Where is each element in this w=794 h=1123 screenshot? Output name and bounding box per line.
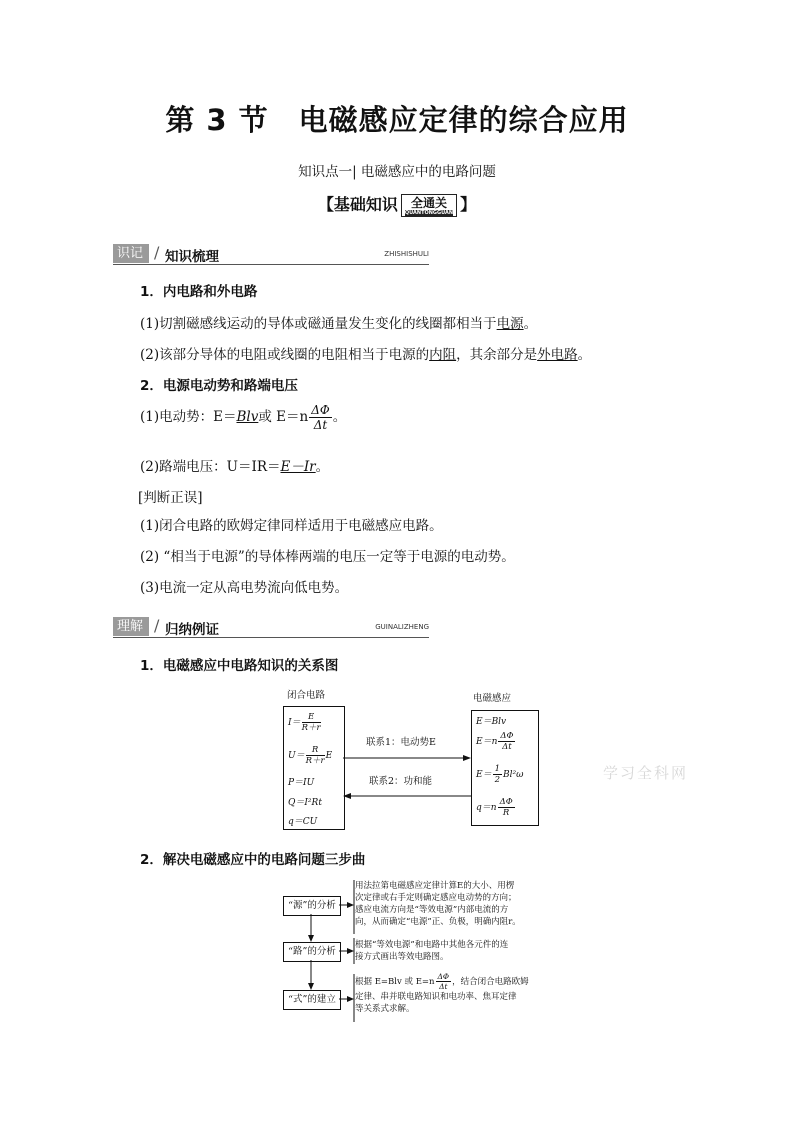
heading-inner-outer: 1．内电路和外电路 — [140, 284, 258, 300]
section-pinyin: GUINALIZHENG — [375, 623, 429, 631]
formula-heat: Q＝I²Rt — [288, 798, 322, 808]
watermark-logo: 学习全科网 — [603, 764, 689, 782]
paragraph-emf: (1)电动势：E＝Blv或 E＝n $\frac{\Delta\Phi}{\Delta t}$ 。 — [140, 403, 347, 432]
judge-item-3: (3)电流一定从高电势流向低电势。 — [140, 580, 349, 596]
judge-item-1: (1)闭合电路的欧姆定律同样适用于电磁感应电路。 — [140, 518, 443, 534]
section-badge — [0, 192, 794, 217]
formula-charge: q＝CU — [288, 817, 318, 827]
formula-power: P＝IU — [288, 778, 315, 788]
knowledge-point-title: 知识点一| 电磁感应中的电路问题 — [298, 164, 496, 180]
section-title: 知识梳理 — [165, 249, 219, 265]
section-label: 识记 — [113, 244, 149, 263]
section-header-zhishi — [113, 244, 429, 265]
step-equation-box: “式”的建立 — [283, 990, 341, 1010]
slash-divider: / — [154, 616, 160, 635]
badge-right: 】 — [460, 195, 477, 214]
em-induction-box — [471, 710, 539, 826]
formula-charge-flux: q＝n $\frac{\Delta\Phi}{R}$ — [476, 797, 513, 818]
formula-current: I＝ $\frac{E}{R+r}$ — [288, 712, 321, 733]
formula-emf-faraday: E＝n $\frac{\Delta\Phi}{\Delta t}$ — [476, 731, 514, 752]
link-emf-label: 联系1：电动势E — [366, 737, 436, 748]
closed-circuit-box — [283, 706, 345, 830]
flow-arrows — [280, 878, 360, 1028]
heading-emf: 2．电源电动势和路端电压 — [140, 378, 298, 394]
formula-emf-rotation: E＝ $\frac{1}{2}$ Bl²ω — [476, 764, 524, 785]
formula-voltage: U＝ $\frac{R}{R+r}$ E — [288, 745, 333, 766]
step-equation-desc: 根据 E=Blv 或 E=n $\frac{\Delta\Phi}{\Delta t}$ ，结合闭合电路欧姆 定律、串并联电路知识和电功率、焦耳定律 等关系式求解。 — [355, 972, 529, 1014]
section-header-lijie — [113, 617, 429, 638]
page-title: 第 3 节 电磁感应定律的综合应用 — [165, 103, 629, 137]
judge-item-2: (2) “相当于电源”的导体棒两端的电压一定等于电源的电动势。 — [140, 549, 515, 565]
formula-emf-blv: E＝Blv — [476, 717, 507, 727]
closed-circuit-title: 闭合电路 — [287, 690, 326, 701]
step-source-box: “源”的分析 — [283, 896, 341, 916]
step-source-desc: 用法拉第电磁感应定律计算E的大小、用楞 次定律或右手定则确定感应电动势的方向； 感应电流方向是“等效电源”内部电流的方 向，从而确定“电源”正、负极，明确内阻r。 — [355, 881, 521, 927]
badge-left: 【基础知识 — [317, 195, 398, 214]
step-circuit-desc: 根据“等效电源”和电路中其他各元件的连 接方式画出等效电路图。 — [355, 940, 509, 962]
heading-three-steps: 2．解决电磁感应中的电路问题三步曲 — [140, 852, 366, 868]
link-energy-label: 联系2：功和能 — [369, 776, 433, 787]
step-circuit-box: “路”的分析 — [283, 942, 341, 962]
heading-relation-diagram: 1．电磁感应中电路知识的关系图 — [140, 658, 339, 674]
relation-arrows — [343, 740, 471, 800]
em-induction-title: 电磁感应 — [473, 693, 512, 704]
paragraph-1: (1)切割磁感线运动的导体或磁通量发生变化的线圈都相当于电源。 — [140, 316, 538, 332]
section-pinyin: ZHISHISHULI — [384, 250, 429, 258]
judge-heading: [判断正误] — [138, 490, 203, 506]
slash-divider: / — [154, 243, 160, 262]
paragraph-2: (2)该部分导体的电阻或线圈的电阻相当于电源的内阻，其余部分是外电路。 — [140, 347, 592, 363]
section-label: 理解 — [113, 617, 149, 636]
section-title: 归纳例证 — [165, 622, 219, 638]
badge-tag: 全通关 QUANTONGGUAN — [401, 194, 457, 217]
paragraph-terminal-voltage: (2)路端电压：U＝IR＝E－Ir。 — [140, 459, 330, 475]
